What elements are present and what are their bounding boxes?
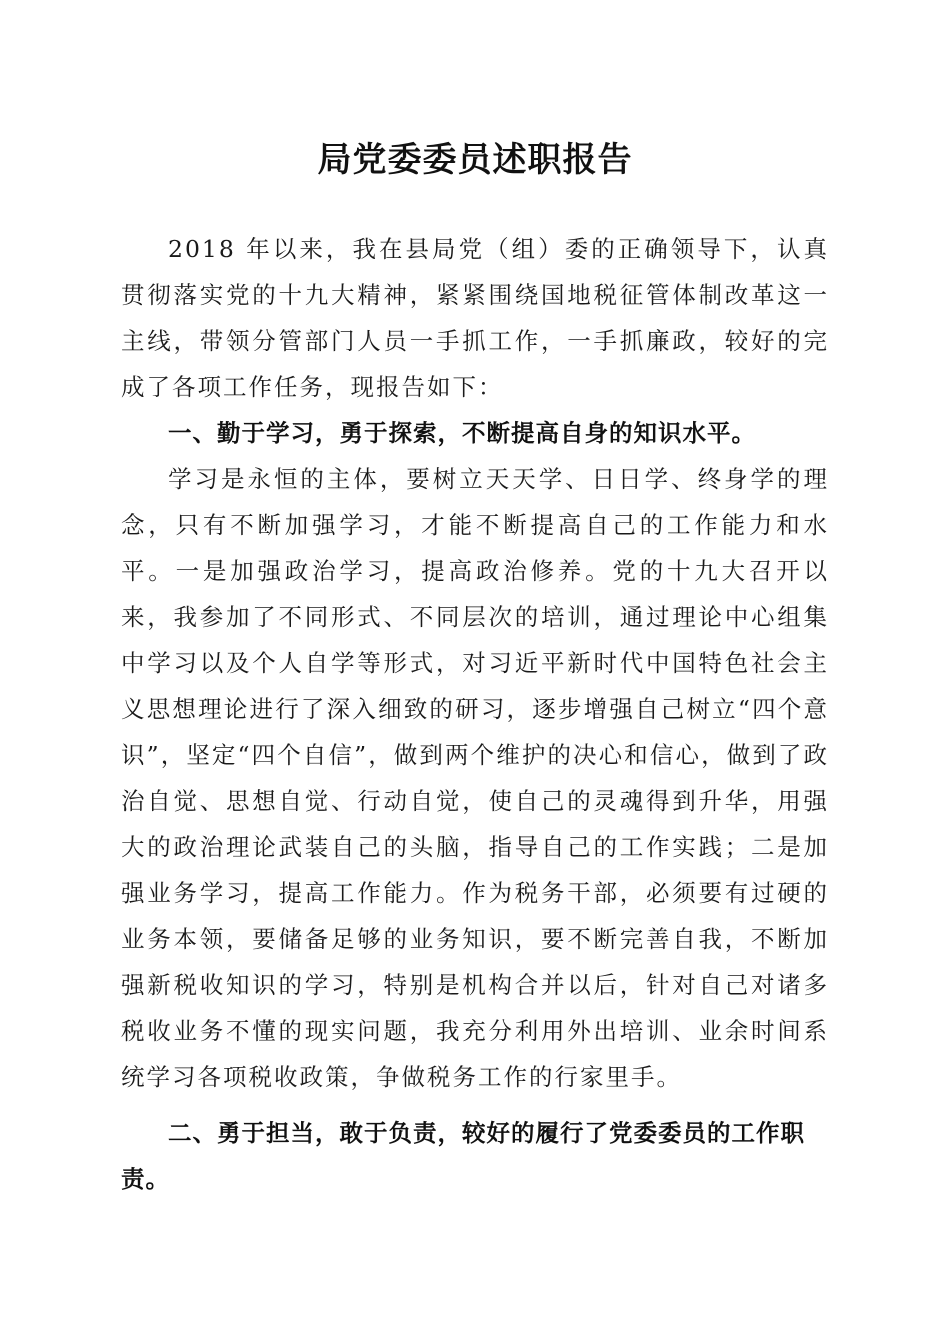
section-heading-1: 一、勤于学习，勇于探索，不断提高自身的知识水平。 [168, 419, 756, 447]
section-heading-2: 二、勇于担当，敢于负责，较好的履行了党委委员的工作职责。 [121, 1119, 805, 1193]
document-body [121, 226, 829, 1202]
intro-paragraph: 2018 年以来，我在县局党（组）委的正确领导下，认真贯彻落实党的十九大精神，紧紧围绕国地税征管体制改革这一主线，带领分管部门人员一手抓工作，一手抓廉政，较好的完成了各项工作任务，现报告如下： [121, 235, 829, 401]
study-paragraph: 学习是永恒的主体，要树立天天学、日日学、终身学的理念，只有不断加强学习，才能不断提高自己的工作能力和水平。一是加强政治学习，提高政治修养。党的十九大召开以来，我参加了不同形式、不同层次的培训，通过理论中心组集中学习以及个人自学等形式，对习近平新时代中国特色社会主义思想理论进行了深入细致的研习，逐步增强自己树立“四个意识”，坚定“四个自信”，做到两个维护的决心和信心，做到了政治自觉、思想自觉、行动自觉，使自己的灵魂得到升华，用强大的政治理论武装自己的头脑，指导自己的工作实践；二是加强业务学习，提高工作能力。作为税务干部，必须要有过硬的业务本领，要储备足够的业务知识，要不断完善自我，不断加强新税收知识的学习，特别是机构合并以后，针对自己对诸多税收业务不懂的现实问题，我充分利用外出培训、业余时间系统学习各项税收政策，争做税务工作的行家里手。 [121, 465, 829, 1091]
document-title: 局党委委员述职报告 [317, 140, 633, 180]
